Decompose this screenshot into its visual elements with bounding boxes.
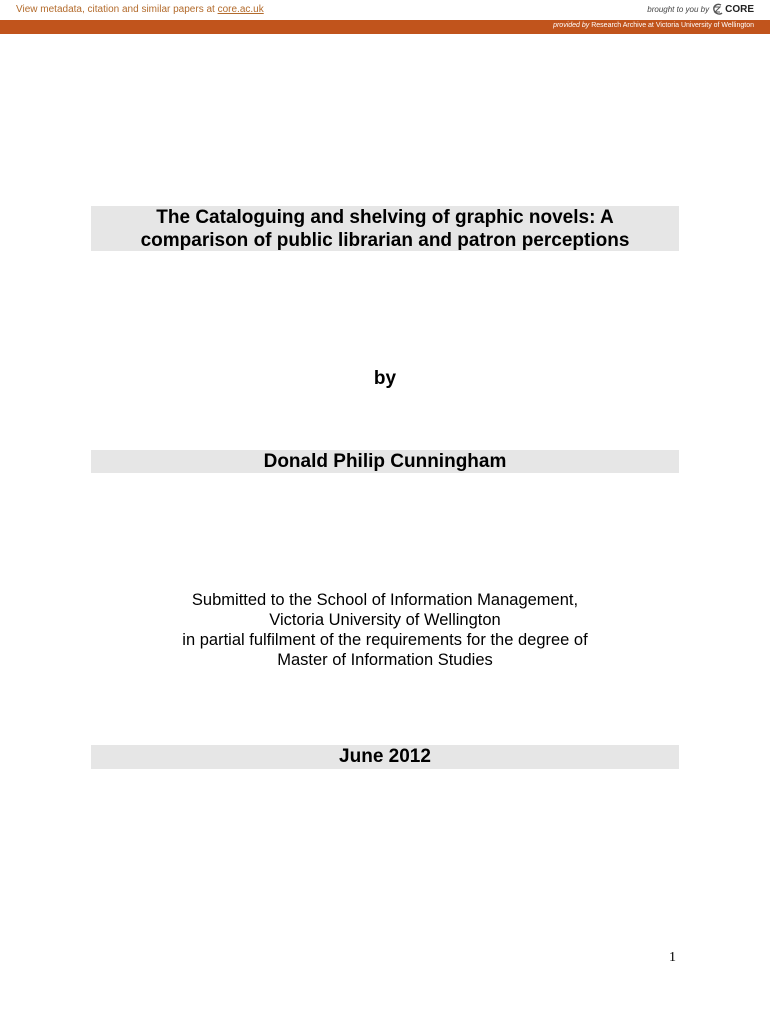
author-name: Donald Philip Cunningham (91, 450, 679, 473)
core-view-text: View metadata, citation and similar papers at (16, 4, 218, 15)
core-link[interactable]: core.ac.uk (217, 4, 264, 15)
provided-source[interactable]: Research Archive at Victoria University of Wellington (591, 22, 754, 29)
document-title (91, 206, 679, 251)
core-logo-icon (712, 3, 723, 16)
by-label: by (373, 368, 397, 389)
core-logo[interactable] (712, 3, 754, 16)
brought-text: brought to you by (647, 5, 710, 14)
submission-statement (0, 590, 770, 670)
core-metadata-text (16, 4, 264, 15)
core-header (0, 0, 770, 20)
submitted-line-1: Submitted to the School of Information Management, (191, 591, 579, 609)
core-label: CORE (725, 4, 754, 15)
submitted-line-3: in partial fulfilment of the requirements for the degree of (182, 631, 588, 649)
submitted-line-2: Victoria University of Wellington (269, 611, 501, 629)
provided-by (553, 22, 754, 29)
title-line-2: comparison of public librarian and patron perceptions (140, 230, 630, 251)
submission-date: June 2012 (91, 745, 679, 769)
core-provider-bar (0, 20, 770, 34)
submitted-line-4: Master of Information Studies (277, 651, 493, 669)
page-number: 1 (669, 950, 676, 965)
title-line-1: The Cataloguing and shelving of graphic novels: A (156, 207, 614, 228)
provided-prefix: provided by (553, 22, 590, 29)
brought-to-you (647, 3, 754, 16)
